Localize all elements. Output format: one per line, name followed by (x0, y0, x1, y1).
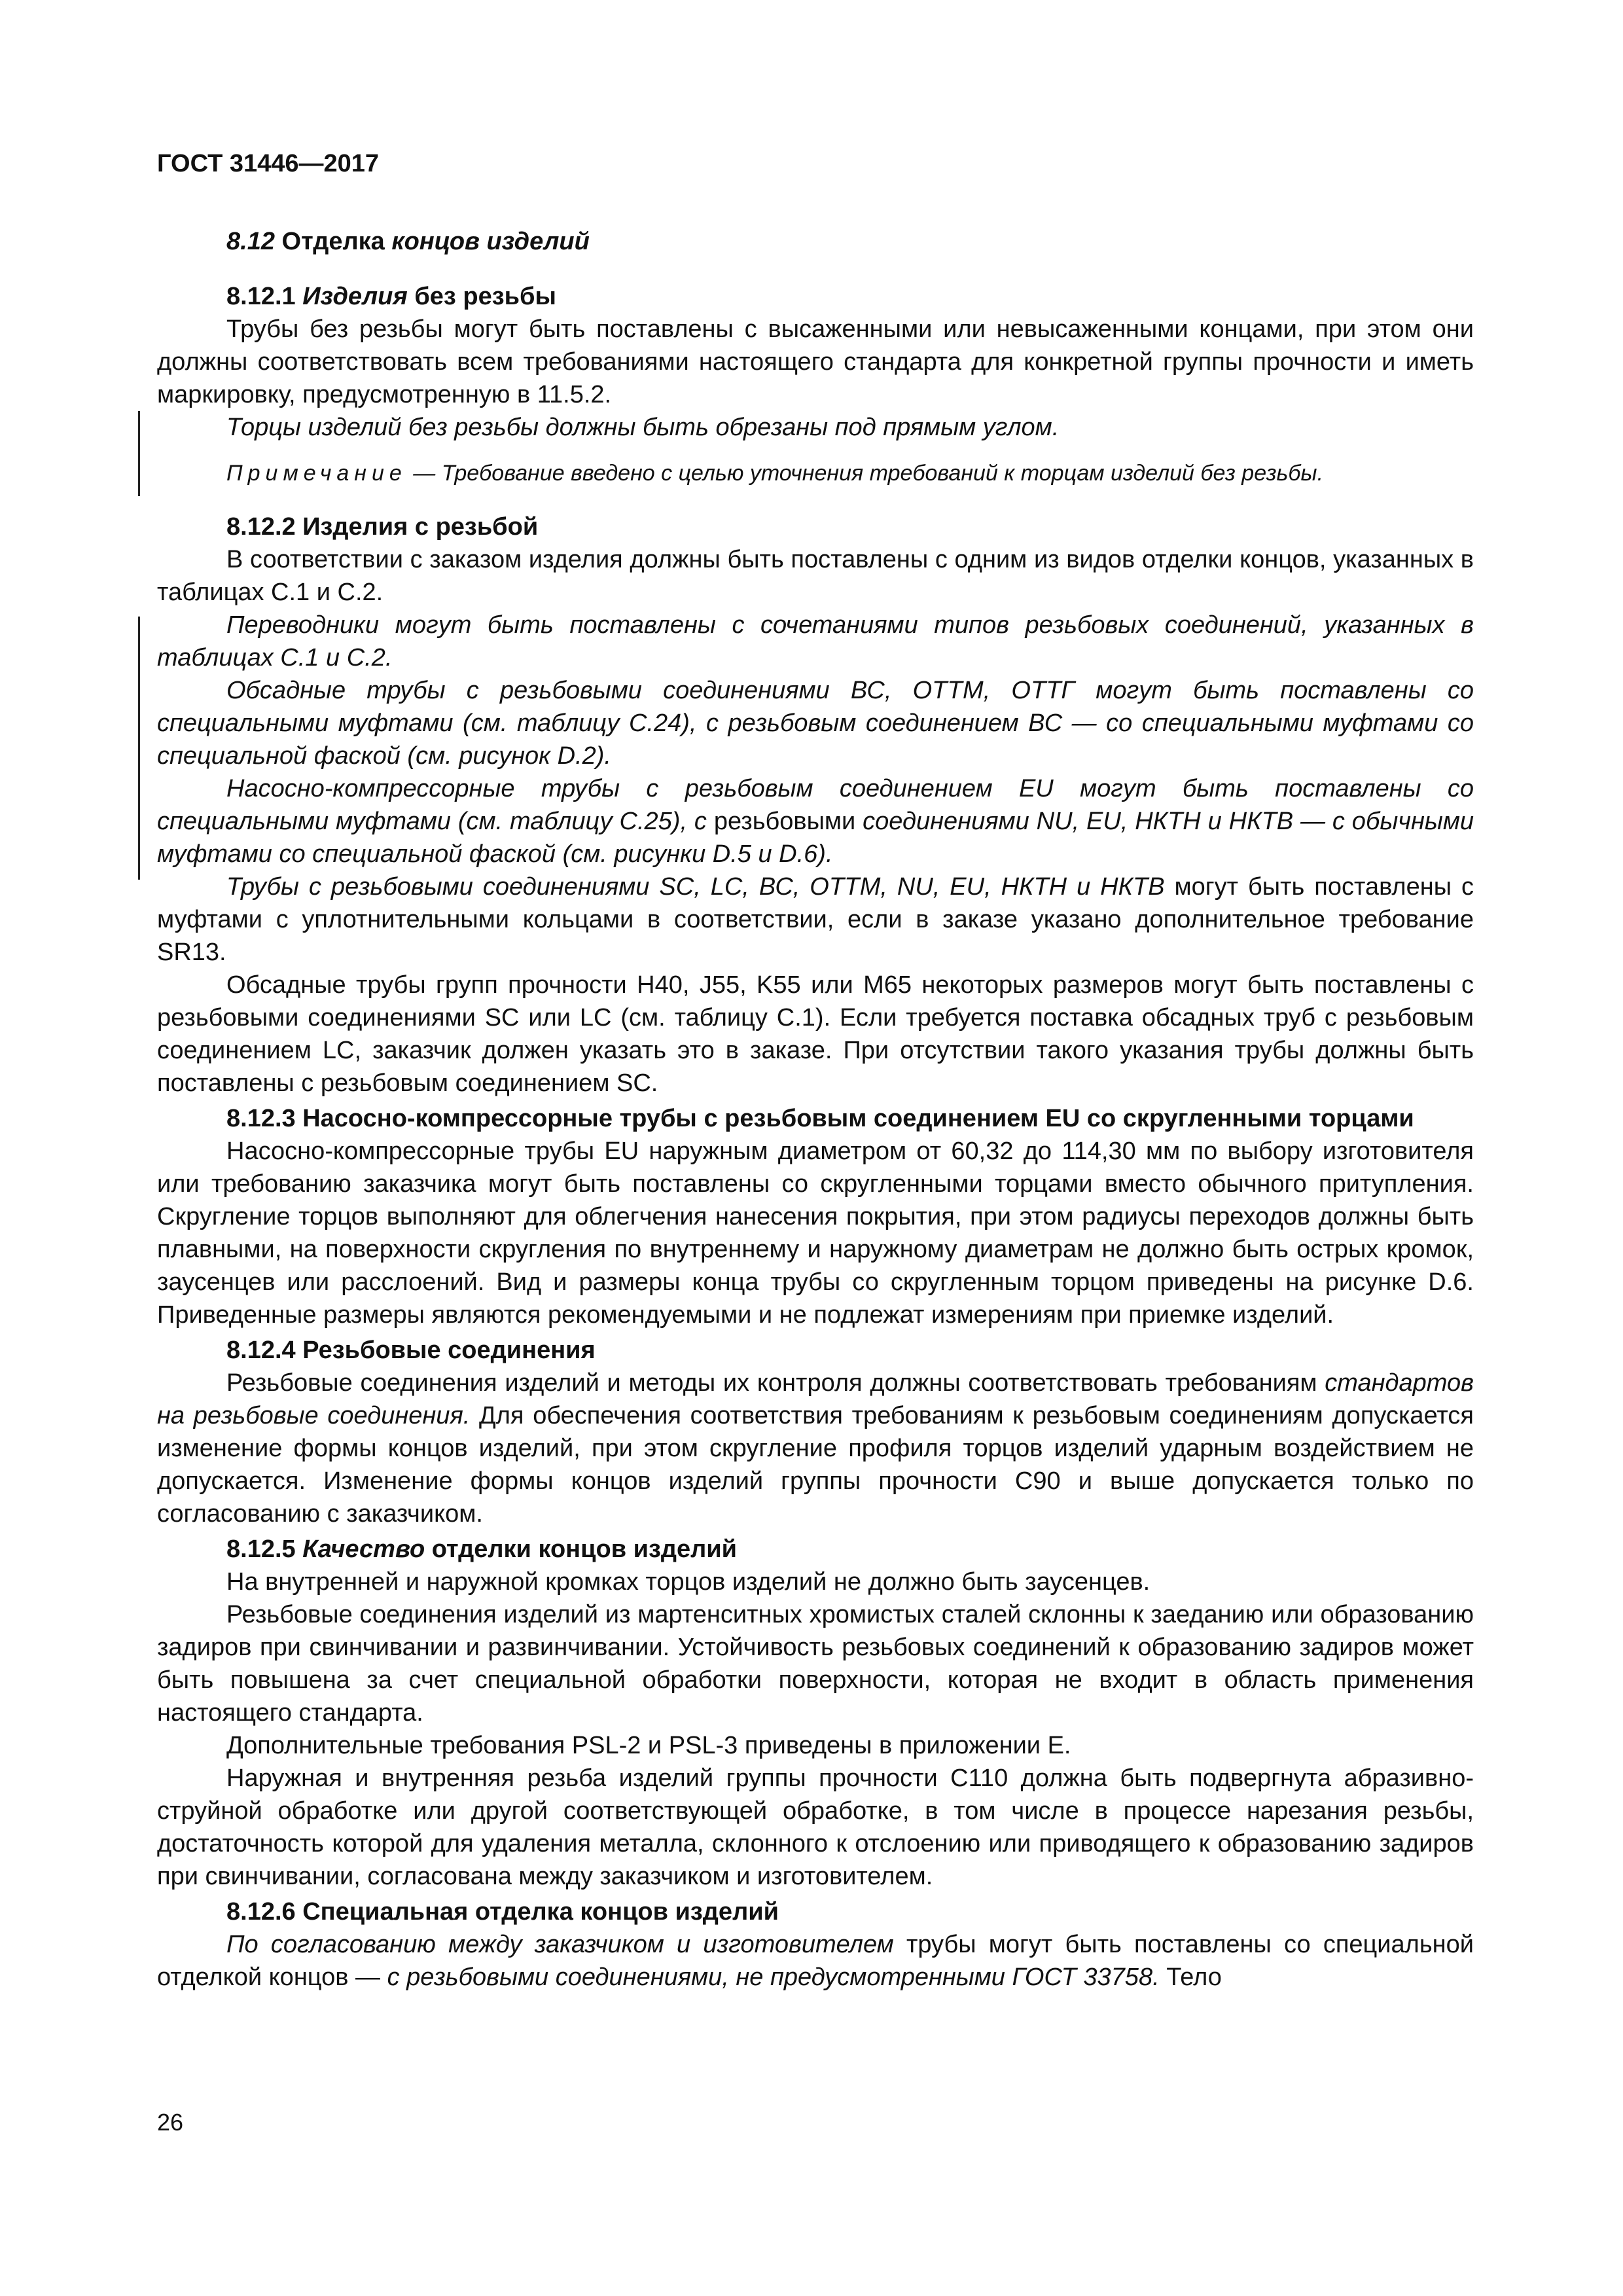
section-heading-8-12-4: 8.12.4 Резьбовые соединения (226, 1336, 596, 1364)
paragraph: На внутренней и наружной кромках торцов изделий не должно быть заусенцев. (226, 1568, 1150, 1596)
paragraph: Дополнительные требования PSL-2 и PSL-3 приведены в приложении Е. (226, 1732, 1071, 1759)
document-body (157, 223, 1474, 1994)
note: Примечание — Требование введено с целью уточнения требований к торцам изделий без резьбы. (226, 461, 1324, 486)
paragraph: Насосно-компрессорные трубы EU наружным диаметром от 60,32 до 114,30 мм по выбору изготовителя или требованию заказчика могут быть поставлены со скругленными торцами вместо обычного притупления. Скругление торцов выполняют для облегчения нанесения покрытия, при этом радиусы переходов должны быть плавными, на поверхности скругления по внутреннему и наружному диаметрам не должно быть острых кромок, заусенцев или расслоений. Вид и размеры конца трубы со скругленным торцом приведены на рисунке D.6. Приведенные размеры являются рекомендуемыми и не подлежат измерениям при приемке изделий. (157, 1138, 1474, 1329)
paragraph: Насосно-компрессорные трубы с резьбовым соединением EU могут быть поставлены со специальными муфтами (см. таблицу С.25), с резьбовыми соединениями NU, EU, НКТН и НКТВ — с обычными муфтами со специальной фаской (см. рисунки D.5 и D.6). (157, 775, 1474, 868)
section-heading-8-12-5: 8.12.5 Качество отделки концов изделий (226, 1535, 737, 1563)
paragraph: Резьбовые соединения изделий и методы их контроля должны соответствовать требованиям стандартов на резьбовые соединения. Для обеспечения соответствия требованиям к резьбовым соединениям допускается изменение формы концов изделий, при этом скругление профиля торцов изделий ударным воздействием не допускается. Изменение формы концов изделий группы прочности С90 и выше допускается только по согласованию с заказчиком. (157, 1369, 1474, 1528)
paragraph: Трубы без резьбы могут быть поставлены с высаженными или невысаженными концами, при этом они должны соответствовать всем требованиями настоящего стандарта для конкретной группы прочности и иметь маркировку, предусмотренную в 11.5.2. (157, 315, 1474, 408)
paragraph: Резьбовые соединения изделий из мартенситных хромистых сталей склонны к заеданию или образованию задиров при свинчивании и развинчивании. Устойчивость резьбовых соединений к образованию задиров может быть повышена за счет специальной обработки поверхности, которая не входит в область применения настоящего стандарта. (157, 1601, 1474, 1727)
paragraph: Торцы изделий без резьбы должны быть обрезаны под прямым углом. (226, 414, 1060, 441)
document-header: ГОСТ 31446—2017 (157, 150, 380, 177)
change-bar (138, 617, 140, 880)
paragraph: По согласованию между заказчиком и изготовителем трубы могут быть поставлены со специальной отделкой концов — с резьбовыми соединениями, не предусмотренными ГОСТ 33758. Тело (157, 1931, 1474, 1991)
section-heading-8-12-1: 8.12.1 Изделия без резьбы (226, 283, 556, 310)
section-heading-8-12: 8.12 Отделка концов изделий (226, 228, 590, 255)
paragraph: В соответствии с заказом изделия должны быть поставлены с одним из видов отделки концов, указанных в таблицах С.1 и С.2. (157, 546, 1474, 606)
section-heading-8-12-6: 8.12.6 Специальная отделка концов изделий (226, 1898, 779, 1926)
paragraph: Обсадные трубы с резьбовыми соединениями ВС, ОТТМ, ОТТГ могут быть поставлены со специальными муфтами (см. таблицу С.24), с резьбовым соединением ВС — со специальными муфтами со специальной фаской (см. рисунок D.2). (157, 677, 1474, 770)
paragraph: Переводники могут быть поставлены с сочетаниями типов резьбовых соединений, указанных в таблицах С.1 и С.2. (157, 611, 1474, 672)
section-heading-8-12-3: 8.12.3 Насосно-компрессорные трубы с резьбовым соединением EU со скругленными торцами (226, 1105, 1414, 1132)
paragraph: Наружная и внутренняя резьба изделий группы прочности С110 должна быть подвергнута абразивно-струйной обработке или другой соответствующей обработке, в том числе в процессе нарезания резьбы, достаточность которой для удаления металла, склонного к отслоению или приводящего к образованию задиров при свинчивании, согласована между заказчиком и изготовителем. (157, 1765, 1474, 1890)
section-heading-8-12-2: 8.12.2 Изделия с резьбой (226, 513, 539, 541)
change-bar (138, 411, 140, 496)
paragraph: Трубы с резьбовыми соединениями SC, LC, ВС, ОТТМ, NU, EU, НКТН и НКТВ могут быть поставлены с муфтами с уплотнительными кольцами в соответствии, если в заказе указано дополнительное требование SR13. (157, 873, 1474, 966)
page-number: 26 (157, 2109, 184, 2136)
paragraph: Обсадные трубы групп прочности Н40, J55, K55 или М65 некоторых размеров могут быть поставлены с резьбовыми соединениями SC или LC (см. таблицу С.1). Если требуется поставка обсадных труб с резьбовым соединением LC, заказчик должен указать это в заказе. При отсутствии такого указания трубы должны быть поставлены с резьбовым соединением SC. (157, 971, 1474, 1097)
